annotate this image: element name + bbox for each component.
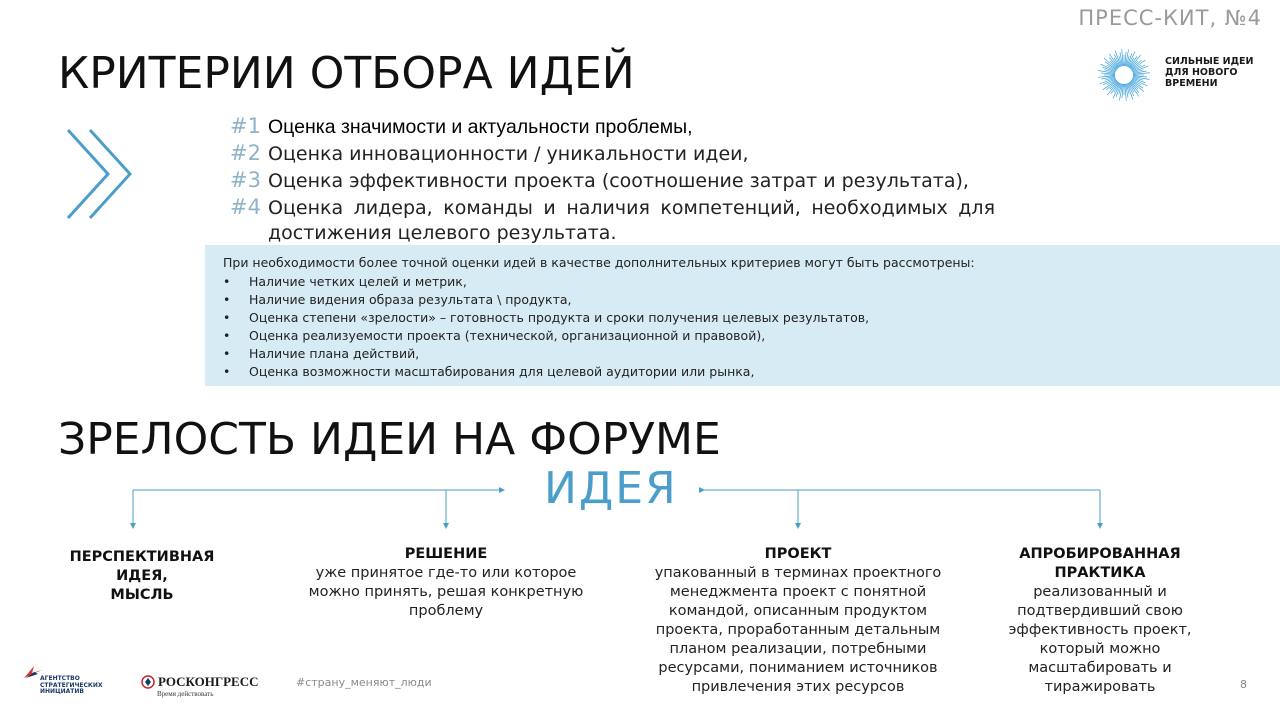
criterion-text: Оценка эффективности проекта (соотношение затрат и результата), [268,170,969,192]
list-item: • Наличие плана действий, [223,345,869,363]
stage-desc-line: тиражировать [1044,679,1156,695]
stage-desc-line: подтвердивший свою [1017,603,1183,619]
criterion-number: #4 [230,195,261,219]
stage-desc-line: ресурсами, пониманием источников [658,660,938,676]
criteria-list [230,113,995,245]
maturity-title: ЗРЕЛОСТЬ ИДЕИ НА ФОРУМЕ [58,414,721,465]
list-item: • Оценка реализуемости проекта (технической, организационной и правовой), [223,327,869,345]
stage-desc-line: можно принять, решая конкретную [308,584,584,600]
stage-proven-practice [990,545,1210,697]
stage-title: ПЕРСПЕКТИВНАЯ ИДЕЯ, [69,549,215,584]
criterion-item [230,167,995,194]
additional-criteria-box [205,245,1280,386]
criterion-text: Оценка лидера, команды и наличия компетенций, необходимых для [268,197,995,219]
stage-title: ПРАКТИКА [1054,565,1146,581]
roscongress-name: РОСКОНГРЕСС [158,674,259,689]
logo-line: ВРЕМЕНИ [1165,78,1218,89]
additional-criteria-list [223,273,869,381]
asi-line: СТРАТЕГИЧЕСКИХ [40,681,103,689]
stage-desc-line: уже принятое где-то или которое [315,565,577,581]
criterion-item [230,194,995,221]
stage-desc-line: реализованный и [1033,584,1167,600]
list-item: • Наличие четких целей и метрик, [223,273,869,291]
criterion-item [230,113,995,140]
criteria-title: КРИТЕРИИ ОТБОРА ИДЕЙ [58,48,635,99]
list-item: • Оценка степени «зрелости» – готовность продукта и сроки получения целевых результатов, [223,309,869,327]
asi-line: АГЕНТСТВО [40,675,80,682]
stage-desc-line: проблему [408,603,484,619]
stage-title: АПРОБИРОВАННАЯ [1019,546,1181,562]
stage-solution [296,545,596,621]
stage-perspective-idea [42,548,242,605]
forum-logo [1090,46,1260,104]
additional-criteria-intro: При необходимости более точной оценки идей в качестве дополнительных критериев могут быть рассмотрены: [223,255,975,270]
logo-text [1165,56,1254,89]
stage-desc-line: который можно [1039,641,1161,657]
stage-title: ПРОЕКТ [764,546,832,562]
stage-desc-line: планом реализации, потребными [669,641,927,657]
criterion-number: #3 [230,168,261,192]
asi-logo-text [40,676,102,696]
stage-title: РЕШЕНИЕ [404,546,488,562]
criterion-continuation: достижения целевого результата. [268,222,617,244]
criterion-text: Оценка значимости и актуальности проблемы, [268,116,693,138]
stage-desc-line: эффективность проект, [1008,622,1192,638]
criterion-item [230,140,995,167]
asi-logo [22,664,122,698]
list-item: • Оценка возможности масштабирования для целевой аудитории или рынка, [223,363,869,381]
stage-title: МЫСЛЬ [110,587,174,603]
stage-desc-line: масштабировать и [1028,660,1172,676]
asi-line: ИНИЦИАТИВ [40,688,84,695]
sunburst-logo-icon [1090,46,1160,104]
stage-desc-line: проекта, проработанным детальным [655,622,941,638]
stage-desc-line: командой, описанным продуктом [668,603,928,619]
logo-line: СИЛЬНЫЕ ИДЕИ [1165,56,1254,67]
stage-desc-line: упакованный в терминах проектного [654,565,942,581]
roscongress-slogan: Время действовать [157,690,214,698]
hashtag: #страну_меняют_люди [296,676,432,689]
roscongress-emblem-icon [141,675,155,689]
double-chevron-right-icon [66,128,136,220]
stage-desc-line: менеджмента проект с понятной [669,584,927,600]
roscongress-logo [141,674,259,698]
page-number: 8 [1240,678,1247,691]
idea-center-word: ИДЕЯ [544,463,678,514]
criterion-number: #2 [230,141,261,165]
stage-project [638,545,958,697]
criterion-text: Оценка инновационности / уникальности идеи, [268,143,749,165]
criterion-number: #1 [230,114,261,138]
stage-desc-line: привлечения этих ресурсов [691,679,905,695]
list-item: • Наличие видения образа результата \ продукта, [223,291,869,309]
press-kit-label: ПРЕСС-КИТ, №4 [1078,6,1262,30]
logo-line: ДЛЯ НОВОГО [1165,67,1238,78]
